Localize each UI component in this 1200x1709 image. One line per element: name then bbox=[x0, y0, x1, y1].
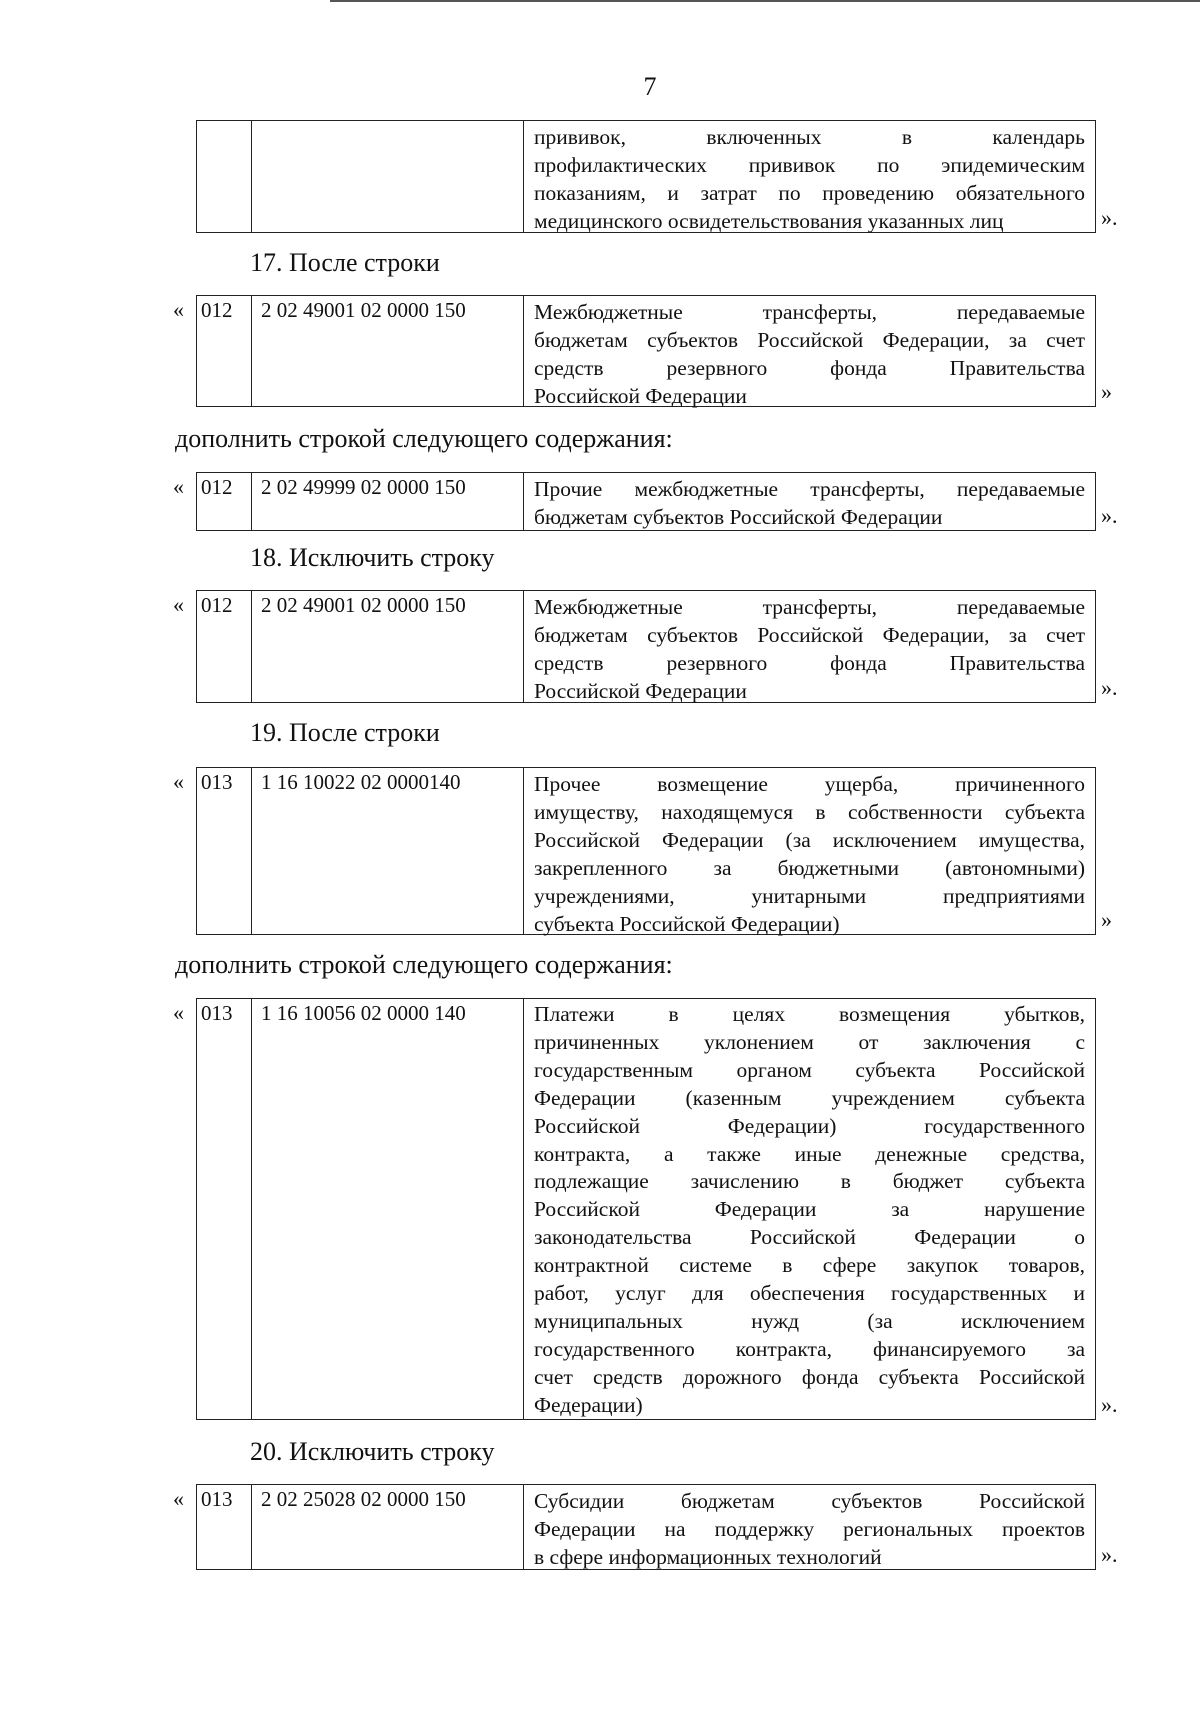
closing-quote: » bbox=[1101, 907, 1112, 932]
description-line: Платежи в целях возмещения убытков, bbox=[534, 1002, 1085, 1026]
description-line: бюджетам субъектов Российской Федерации bbox=[534, 505, 943, 529]
amendment-table-row bbox=[196, 590, 1096, 703]
description-line: Российской Федерации (за исключением имущества, bbox=[534, 828, 1085, 852]
description-line: законодательства Российской Федерации о bbox=[534, 1225, 1085, 1250]
description-line: профилактических прививок по эпидемическим bbox=[534, 153, 1085, 177]
description-line: работ, услуг для обеспечения государственных и bbox=[534, 1281, 1085, 1306]
description-line: Федерации (казенным учреждением субъекта bbox=[534, 1085, 1085, 1110]
budget-class-code-cell: 2 02 49001 02 0000 150 bbox=[252, 296, 524, 406]
closing-quote: ». bbox=[1101, 1392, 1118, 1417]
opening-quote: « bbox=[173, 297, 184, 322]
description-line: Федерации) bbox=[534, 1392, 643, 1417]
description-line: прививок, включенных в календарь bbox=[534, 125, 1085, 149]
description-line: Прочее возмещение ущерба, причиненного bbox=[534, 772, 1085, 796]
opening-quote: « bbox=[173, 592, 184, 617]
description-line: Прочие межбюджетные трансферты, передаваемые bbox=[534, 477, 1085, 501]
description-line: подлежащие зачислению в бюджет субъекта bbox=[534, 1169, 1085, 1194]
admin-code-cell: 012 bbox=[197, 473, 252, 530]
budget-class-code-cell: 1 16 10056 02 0000 140 bbox=[252, 999, 524, 1419]
admin-code-cell: 013 bbox=[197, 1485, 252, 1569]
section-heading: дополнить строкой следующего содержания: bbox=[175, 424, 673, 453]
description-line: показаниям, и затрат по проведению обязательного bbox=[534, 181, 1085, 205]
description-line: муниципальных нужд (за исключением bbox=[534, 1308, 1085, 1333]
description-line: контрактной системе в сфере закупок товаров, bbox=[534, 1253, 1085, 1278]
admin-code-cell: 013 bbox=[197, 999, 252, 1419]
revenue-description-cell bbox=[524, 296, 1095, 410]
budget-class-code-cell: 2 02 49999 02 0000 150 bbox=[252, 473, 524, 530]
description-line: Российской Федерации) государственного bbox=[534, 1113, 1085, 1138]
budget-class-code-cell: 2 02 49001 02 0000 150 bbox=[252, 591, 524, 702]
revenue-description-cell bbox=[524, 768, 1095, 938]
revenue-description-cell bbox=[524, 1485, 1095, 1571]
description-line: Субсидии бюджетам субъектов Российской bbox=[534, 1489, 1085, 1513]
description-line: Российской Федерации за нарушение bbox=[534, 1197, 1085, 1222]
revenue-description-cell bbox=[524, 999, 1095, 1420]
description-line: учреждениями, унитарными предприятиями bbox=[534, 884, 1085, 908]
section-heading: 18. Исключить строку bbox=[250, 543, 495, 572]
description-line: субъекта Российской Федерации) bbox=[534, 912, 840, 936]
description-line: Российской Федерации bbox=[534, 384, 747, 408]
closing-quote: ». bbox=[1101, 205, 1118, 230]
closing-quote: ». bbox=[1101, 503, 1118, 528]
amendment-table-row bbox=[196, 120, 1096, 233]
amendment-table-row bbox=[196, 998, 1096, 1420]
admin-code-cell bbox=[197, 121, 252, 232]
description-line: бюджетам субъектов Российской Федерации, за счет bbox=[534, 328, 1085, 352]
closing-quote: » bbox=[1101, 379, 1112, 404]
description-line: государственного контракта, финансируемого за bbox=[534, 1336, 1085, 1361]
budget-class-code-cell: 2 02 25028 02 0000 150 bbox=[252, 1485, 524, 1569]
section-heading: 17. После строки bbox=[250, 248, 440, 277]
opening-quote: « bbox=[173, 769, 184, 794]
opening-quote: « bbox=[173, 1000, 184, 1025]
budget-class-code-cell: 1 16 10022 02 0000140 bbox=[252, 768, 524, 934]
description-line: в сфере информационных технологий bbox=[534, 1545, 882, 1569]
amendment-table-row bbox=[196, 1484, 1096, 1570]
description-line: закрепленного за бюджетными (автономными) bbox=[534, 856, 1085, 880]
description-line: контракта, а также иные денежные средства, bbox=[534, 1141, 1085, 1166]
closing-quote: ». bbox=[1101, 675, 1118, 700]
description-line: Межбюджетные трансферты, передаваемые bbox=[534, 300, 1085, 324]
description-line: Федерации на поддержку региональных проектов bbox=[534, 1517, 1085, 1541]
page-number: 7 bbox=[643, 72, 657, 101]
description-line: бюджетам субъектов Российской Федерации, за счет bbox=[534, 623, 1085, 647]
scan-edge-line bbox=[330, 0, 1200, 2]
description-line: причиненных уклонением от заключения с bbox=[534, 1029, 1085, 1054]
amendment-table-row bbox=[196, 295, 1096, 407]
description-line: медицинского освидетельствования указанных лиц bbox=[534, 209, 1004, 233]
description-line: средств резервного фонда Правительства bbox=[534, 651, 1085, 675]
revenue-description-cell bbox=[524, 121, 1095, 235]
opening-quote: « bbox=[173, 1486, 184, 1511]
description-line: имуществу, находящемуся в собственности субъекта bbox=[534, 800, 1085, 824]
revenue-description-cell bbox=[524, 473, 1095, 531]
section-heading: 20. Исключить строку bbox=[250, 1437, 495, 1466]
revenue-description-cell bbox=[524, 591, 1095, 705]
description-line: средств резервного фонда Правительства bbox=[534, 356, 1085, 380]
section-heading: дополнить строкой следующего содержания: bbox=[175, 950, 673, 979]
admin-code-cell: 013 bbox=[197, 768, 252, 934]
description-line: Межбюджетные трансферты, передаваемые bbox=[534, 595, 1085, 619]
amendment-table-row bbox=[196, 767, 1096, 935]
admin-code-cell: 012 bbox=[197, 296, 252, 406]
section-heading: 19. После строки bbox=[250, 718, 440, 747]
admin-code-cell: 012 bbox=[197, 591, 252, 702]
opening-quote: « bbox=[173, 474, 184, 499]
description-line: счет средств дорожного фонда субъекта Российской bbox=[534, 1364, 1085, 1389]
budget-class-code-cell bbox=[252, 121, 524, 232]
closing-quote: ». bbox=[1101, 1542, 1118, 1567]
amendment-table-row bbox=[196, 472, 1096, 531]
description-line: Российской Федерации bbox=[534, 679, 747, 703]
description-line: государственным органом субъекта Российской bbox=[534, 1057, 1085, 1082]
